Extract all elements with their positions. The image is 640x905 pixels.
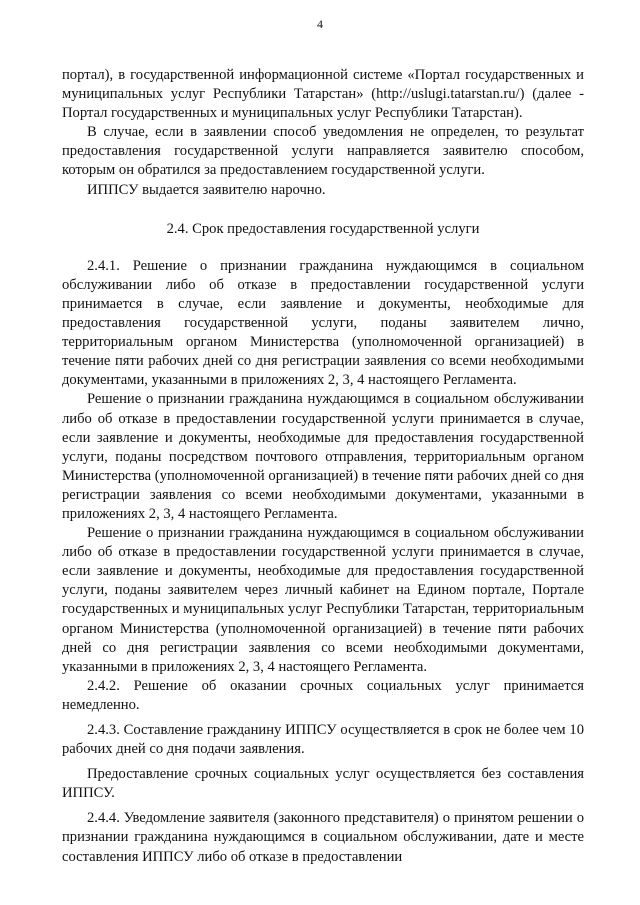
paragraph-urgent-services: Предоставление срочных социальных услуг осуществляется без составления ИППСУ. [62, 766, 584, 802]
paragraph-2-4-2: 2.4.2. Решение об оказании срочных социальных услуг принимается немедленно. [62, 677, 584, 713]
paragraph-postal-submission: Решение о признании гражданина нуждающимся в социальном обслуживании либо об отказе в предоставлении государственной услуги принимается в случае, если заявление и документы, необходимые для предоставления государственной услуги, поданы посредством почтового отправления, территориальным органом Министерства (уполномоченной организацией) в течение пяти рабочих дней со дня регистрации заявления со всеми необходимыми документами, указанными в приложениях 2, 3, 4 настоящего Регламента. [62, 391, 584, 522]
paragraph-2-4-1: 2.4.1. Решение о признании гражданина нуждающимся в социальном обслуживании либо об отказе в предоставлении государственной услуги принимается в случае, если заявление и документы, необходимые для предоставления государственной услуги, поданы заявителем лично, территориальным органом Министерства (уполномоченной организацией) в течение пяти рабочих дней со дня регистрации заявления со всеми необходимыми документами, указанными в приложениях 2, 3, 4 настоящего Регламента. [62, 257, 584, 389]
section-title: 2.4. Срок предоставления государственной услуги [166, 220, 480, 237]
document-body [62, 66, 584, 867]
paragraph-ippsu-delivery: ИППСУ выдается заявителю нарочно. [87, 181, 326, 198]
page-number: 4 [317, 17, 323, 31]
paragraph-2-4-3: 2.4.3. Составление гражданину ИППСУ осуществляется в срок не более чем 10 рабочих дней со дня подачи заявления. [62, 722, 584, 758]
paragraph-portal-continuation: портал), в государственной информационной системе «Портал государственных и муниципальных услуг Республики Татарстан» (http://uslugi.tatarstan.ru/) (далее - Портал государственных и муниципальных услуг Республики Татарстан). [62, 67, 584, 122]
paragraph-notification-method: В случае, если в заявлении способ уведомления не определен, то результат предоставления государственной услуги направляется заявителю способом, которым он обратился за предоставлением государственной услуги. [62, 124, 584, 179]
paragraph-portal-submission: Решение о признании гражданина нуждающимся в социальном обслуживании либо об отказе в предоставлении государственной услуги принимается в случае, если заявление и документы, необходимые для предоставления государственной услуги, поданы заявителем через личный кабинет на Едином портале, Портале государственных и муниципальных услуг Республики Татарстан, территориальным органом Министерства (уполномоченной организацией) в течение пяти рабочих дней со дня регистрации заявления со всеми необходимыми документами, указанными в приложениях 2, 3, 4 настоящего Регламента. [62, 525, 584, 675]
paragraph-2-4-4: 2.4.4. Уведомление заявителя (законного представителя) о принятом решении о признании гражданина нуждающимся в социальном обслуживании, дате и месте составления ИППСУ либо об отказе в предоставлении [62, 810, 584, 865]
